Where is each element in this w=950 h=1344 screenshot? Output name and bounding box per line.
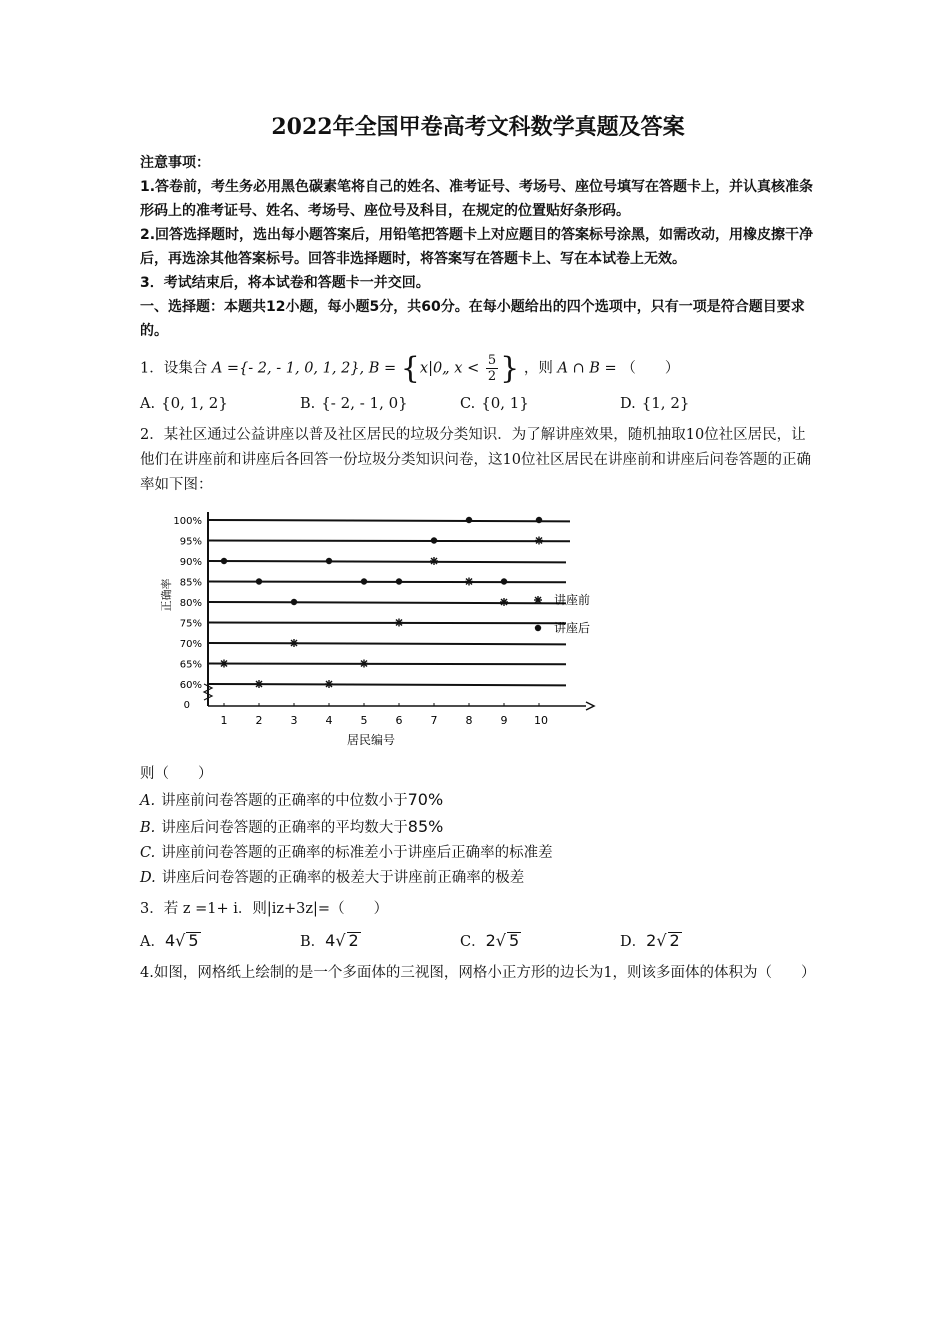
option-coef: 2 <box>485 931 496 950</box>
y-axis-title: 正确率 <box>160 578 173 612</box>
option-value: {- 2, - 1, 0} <box>321 394 408 412</box>
choice-label: A. <box>140 793 156 809</box>
q1-frac-num: 5 <box>487 353 497 368</box>
option-radicand: 2 <box>348 931 359 950</box>
option-value: {0, 1} <box>481 394 529 412</box>
exam-page <box>140 110 816 986</box>
x-tick-label: 3 <box>290 714 298 727</box>
y-tick-label: 75% <box>179 618 202 630</box>
option-label: B. <box>300 396 316 412</box>
option-value: {1, 2} <box>641 394 690 412</box>
q1-options <box>140 390 816 417</box>
option-label: C． <box>460 934 486 950</box>
point-after <box>256 578 262 584</box>
point-before <box>290 639 298 647</box>
question-4: 4.如图，网格纸上绘制的是一个多面体的三视图，网格小正方形的边长为1，则该多面体的体积为（ ） <box>140 965 816 981</box>
grid-line <box>208 643 566 644</box>
grid-line <box>208 520 570 521</box>
option-label: A. <box>140 396 156 412</box>
choice-text: 讲座后问卷答题的正确率的极差大于讲座前正确率的极差 <box>161 870 525 886</box>
x-tick-label: 10 <box>534 714 548 727</box>
q3-option-c[interactable] <box>460 928 620 955</box>
y-tick-label: 70% <box>179 639 202 650</box>
x-tick-label: 1 <box>220 714 228 727</box>
point-after <box>431 537 437 543</box>
q1-fraction <box>486 353 498 384</box>
grid-line <box>208 561 566 562</box>
legend-dot-icon <box>535 625 541 631</box>
sqrt-icon: √ <box>495 931 506 950</box>
x-axis-arrow-icon <box>586 702 594 710</box>
option-radicand: 5 <box>188 931 199 950</box>
point-before <box>220 660 228 668</box>
q1-suffix: ，则 <box>523 360 553 377</box>
option-radicand: 5 <box>509 931 520 950</box>
choice-label: C. <box>140 845 156 861</box>
sqrt-icon: √ <box>656 931 667 950</box>
accuracy-chart <box>146 506 606 756</box>
q1-frac-den: 2 <box>487 369 497 384</box>
legend-star-icon <box>534 596 542 604</box>
grid-line <box>208 664 566 665</box>
x-tick-label: 9 <box>500 714 508 727</box>
q3-option-a[interactable] <box>140 928 300 955</box>
legend-label-after: 讲座后 <box>554 621 591 635</box>
q2-choice-a[interactable] <box>140 787 816 814</box>
option-label: A． <box>140 934 165 950</box>
q2-choice-d[interactable] <box>140 866 816 891</box>
q2-choice-b[interactable] <box>140 814 816 841</box>
section-heading: 一、选择题：本题共12小题，每小题5分，共60分。在每小题给出的四个选项中，只有一项是符合题目要求的。 <box>140 299 805 339</box>
q1-set-a: A ={- 2, - 1, 0, 1, 2}, B = <box>211 360 397 377</box>
notice-block <box>140 151 816 343</box>
q3-options <box>140 928 816 955</box>
y-tick-label: 0 <box>183 700 190 711</box>
point-before <box>325 680 333 688</box>
question-2: 2．某社区通过公益讲座以普及社区居民的垃圾分类知识．为了解讲座效果，随机抽取10位社区居民，让他们在讲座前和讲座后各回答一份垃圾分类知识问卷，这10位社区居民在讲座前和讲座后问卷答题的正确率如下图： <box>140 427 811 493</box>
q2-choice-c[interactable] <box>140 841 816 866</box>
grid-line <box>208 623 566 624</box>
grid-line <box>208 602 566 603</box>
point-after <box>501 578 507 584</box>
y-tick-label: 95% <box>179 536 202 548</box>
option-label: C. <box>460 396 476 412</box>
choice-number: 70% <box>407 790 444 809</box>
left-brace-icon: { <box>400 351 420 386</box>
page-title: 2022年全国甲卷高考文科数学真题及答案 <box>271 114 685 140</box>
choice-text: 讲座前问卷答题的正确率的标准差小于讲座后正确率的标准差 <box>161 845 553 861</box>
point-after <box>291 599 297 605</box>
option-label: B． <box>300 934 326 950</box>
x-tick-label: 4 <box>325 714 333 727</box>
point-after <box>396 578 402 584</box>
point-before <box>465 578 473 586</box>
point-after <box>361 578 367 584</box>
point-before <box>255 680 263 688</box>
point-before <box>395 619 403 627</box>
x-tick-label: 7 <box>430 714 438 727</box>
sqrt-icon: √ <box>175 931 186 950</box>
notice-item-1: 1.答卷前，考生务必用黑色碳素笔将自己的姓名、准考证号、考场号、座位号填写在答题卡上，并认真核准条形码上的准考证号、姓名、考场号、座位号及科目，在规定的位置贴好条形码。 <box>140 179 814 219</box>
q3-option-b[interactable] <box>300 928 460 955</box>
y-tick-label: 100% <box>173 516 202 527</box>
sqrt-icon: √ <box>335 931 346 950</box>
notice-item-3: 3．考试结束后，将本试卷和答题卡一并交回。 <box>140 275 430 291</box>
y-tick-label: 80% <box>179 598 202 609</box>
q1-cap: A ∩ B = <box>557 360 617 377</box>
choice-text: 讲座前问卷答题的正确率的中位数小于 <box>161 793 408 809</box>
chart-svg <box>146 506 606 756</box>
choice-label: D. <box>140 870 156 886</box>
notice-item-2: 2.回答选择题时，选出每小题答案后，用铅笔把答题卡上对应题目的答案标号涂黑，如需改动，用橡皮擦干净后，再选涂其他答案标号。回答非选择题时，将答案写在答题卡上、写在本试卷上无效。 <box>140 227 814 267</box>
x-axis-title: 居民编号 <box>346 733 396 747</box>
right-brace-icon: } <box>500 351 520 386</box>
x-tick-label: 8 <box>465 714 473 727</box>
choice-text: 讲座后问卷答题的正确率的平均数大于 <box>161 820 408 836</box>
point-after <box>466 517 472 523</box>
q3-equation: z =1+ i <box>182 901 238 917</box>
notice-heading: 注意事项： <box>140 155 210 171</box>
q1-paren: （ ） <box>621 360 680 377</box>
x-tick-label: 2 <box>255 714 263 727</box>
q3-paren: （ ） <box>330 901 389 917</box>
question-1 <box>140 353 816 384</box>
option-coef: 4 <box>325 931 336 950</box>
q1-option-d[interactable] <box>620 390 780 417</box>
option-label: D． <box>620 934 647 950</box>
grid-line <box>208 541 570 542</box>
point-after <box>536 517 542 523</box>
choice-label: B. <box>140 820 156 836</box>
point-after <box>326 558 332 564</box>
x-tick-label: 6 <box>395 714 403 727</box>
y-tick-label: 85% <box>179 577 202 589</box>
y-tick-label: 90% <box>179 557 202 568</box>
q3-prefix: 3．若 <box>140 901 179 917</box>
point-before <box>360 660 368 668</box>
q1-set-b: x|0„ x < <box>419 360 480 377</box>
question-3 <box>140 897 816 922</box>
option-radicand: 2 <box>669 931 680 950</box>
y-tick-label: 60% <box>179 680 202 691</box>
choice-number: 85% <box>407 817 444 836</box>
y-tick-label: 65% <box>179 659 202 671</box>
q3-mid: ．则|iz+3z|= <box>237 901 331 917</box>
option-value: {0, 1, 2} <box>161 394 228 412</box>
q1-option-c[interactable] <box>460 390 620 417</box>
point-before <box>500 598 508 606</box>
option-label: D. <box>620 396 636 412</box>
q2-then: 则（ ） <box>140 766 213 782</box>
legend-label-before: 讲座前 <box>554 593 591 607</box>
x-tick-label: 5 <box>360 714 368 727</box>
q1-option-b[interactable] <box>300 390 460 417</box>
q3-option-d[interactable] <box>620 928 780 955</box>
point-before <box>535 537 543 545</box>
option-coef: 4 <box>164 931 176 950</box>
option-coef: 2 <box>646 931 657 950</box>
q1-prefix: 1．设集合 <box>140 360 208 377</box>
point-after <box>221 558 227 564</box>
q1-option-a[interactable] <box>140 390 300 417</box>
point-before <box>430 557 438 565</box>
